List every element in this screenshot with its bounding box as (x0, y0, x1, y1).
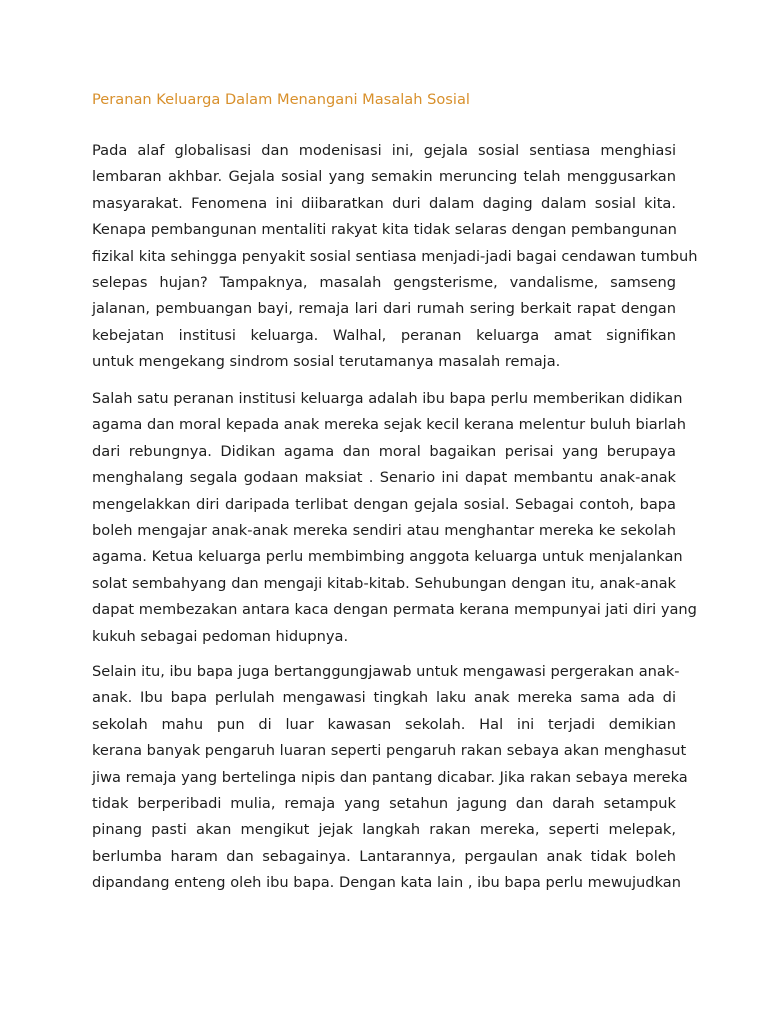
text-line: kerana banyak pengaruh luaran seperti pengaruh rakan sebaya akan menghasut (92, 742, 687, 760)
text-line: agama dan moral kepada anak mereka sejak kecil kerana melentur buluh biarlah (92, 416, 686, 434)
text-line: dari rebungnya. Didikan agama dan moral bagaikan perisai yang berupaya (92, 442, 676, 460)
text-line: jiwa remaja yang bertelinga nipis dan pantang dicabar. Jika rakan sebaya mereka (92, 768, 688, 786)
text-line: solat sembahyang dan mengaji kitab-kitab. Sehubungan dengan itu, anak-anak (92, 574, 676, 592)
text-line: pinang pasti akan mengikut jejak langkah rakan mereka, seperti melepak, (92, 821, 676, 839)
text-line: Pada alaf globalisasi dan modenisasi ini, gejala sosial sentiasa menghiasi (92, 142, 676, 159)
text-line: anak. Ibu bapa perlulah mengawasi tingkah laku anak mereka sama ada di (92, 689, 676, 707)
document-title: Peranan Keluarga Dalam Menangani Masalah Sosial (92, 91, 470, 108)
text-line: masyarakat. Fenomena ini diibaratkan duri dalam daging dalam sosial kita. (92, 194, 676, 212)
text-line: berlumba haram dan sebagainya. Lantarannya, pergaulan anak tidak boleh (92, 847, 676, 865)
text-line: dipandang enteng oleh ibu bapa. Dengan kata lain , ibu bapa perlu mewujudkan (92, 874, 681, 892)
text-line: agama. Ketua keluarga perlu membimbing anggota keluarga untuk menjalankan (92, 548, 683, 566)
text-line: dapat membezakan antara kaca dengan permata kerana mempunyai jati diri yang (92, 601, 697, 619)
paragraph-2 (92, 386, 697, 650)
text-line: Salah satu peranan institusi keluarga adalah ibu bapa perlu memberikan didikan (92, 390, 683, 407)
text-line: selepas hujan? Tampaknya, masalah gengsterisme, vandalisme, samseng (92, 273, 676, 291)
text-line: tidak berperibadi mulia, remaja yang setahun jagung dan darah setampuk (92, 794, 676, 812)
text-line: kukuh sebagai pedoman hidupnya. (92, 627, 349, 645)
text-line: Selain itu, ibu bapa juga bertanggungjawab untuk mengawasi pergerakan anak- (92, 663, 680, 680)
paragraph-1 (92, 138, 698, 376)
text-line: fizikal kita sehingga penyakit sosial sentiasa menjadi-jadi bagai cendawan tumbuh (92, 247, 698, 265)
text-line: jalanan, pembuangan bayi, remaja lari dari rumah sering berkait rapat dengan (92, 300, 676, 318)
text-line: kebejatan institusi keluarga. Walhal, peranan keluarga amat signifikan (92, 326, 676, 344)
text-line: sekolah mahu pun di luar kawasan sekolah. Hal ini terjadi demikian (92, 715, 676, 733)
text-line: lembaran akhbar. Gejala sosial yang semakin meruncing telah menggusarkan (92, 168, 676, 186)
text-line: mengelakkan diri daripada terlibat dengan gejala sosial. Sebagai contoh, bapa (92, 495, 676, 513)
text-line: menghalang segala godaan maksiat . Senario ini dapat membantu anak-anak (92, 469, 676, 487)
paragraph-3 (92, 659, 688, 897)
text-line: boleh mengajar anak-anak mereka sendiri atau menghantar mereka ke sekolah (92, 521, 676, 539)
text-line: Kenapa pembangunan mentaliti rakyat kita tidak selaras dengan pembangunan (92, 221, 677, 239)
text-line: untuk mengekang sindrom sosial terutamanya masalah remaja. (92, 353, 561, 371)
